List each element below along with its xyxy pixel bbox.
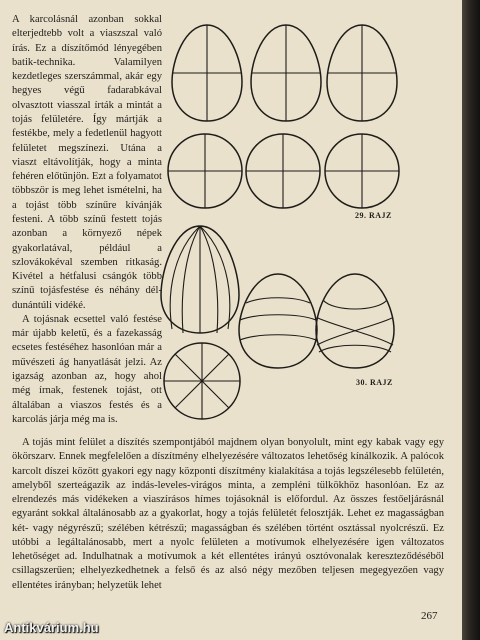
- fig30-crossed-egg: [316, 274, 394, 368]
- fig29-egg-2: [251, 25, 321, 121]
- page-number: 267: [421, 610, 438, 622]
- fig29-circle-3: [325, 134, 399, 208]
- paragraph-egg-surface: A tojás mint felület a díszítés szempontjából majdnem olyan bonyolult, mint egy kabak vagy egy ökörszarv. Ennek megfelelően a díszítmény elhelyezésére változatos lehetőség kínálkozik. A palócok karcolt díszei között gyakori egy nagy központi díszítmény kialakítása a tojás legszélesebb felületén, amelyből szerteágazik az indás-leveles-virágos minta, a zempléni tülkökhöz hasonlóan. Ez az elrendezés más vidékeken a viaszírásos hímes tojásoknál is előfordul. Az összes festőeljárásnál egyaránt sokkal általánosabb az a gyakorlat, hogy a tojás felületét felosztják. Lehet ez magasságban két- vagy négyrészű; szélében kétrészű; magasságban és szélében történt osztással nyolcrészű. Ez utóbbi a legáltalánosabb, mert a nyolc felületen a motívumok elhelyezésére igen változatos lehetőséget ad. Indulhatnak a motívumok a két ellentétes irányú osztóvonalak kereszteződéséből csillagszerűen; elhelyezkedhetnek a felső és az alsó négy mezőben teljesen megegyezően vagy ellentétes irányban; helyzetük lehet: [12, 437, 444, 591]
- fig30-star-circle: [164, 343, 240, 419]
- watermark: Antikvárium.hu: [4, 620, 99, 635]
- book-binding-edge: [462, 0, 480, 640]
- full-width-text: [12, 436, 444, 593]
- fig29-egg-3: [327, 25, 397, 121]
- fig29-egg-1: [172, 25, 242, 121]
- paragraph-wax-writing: A karcolásnál azonban sokkal elterjedtebb volt a viaszszal való írás. Ez a díszítőmód lényegében batik-technika. Valamilyen kezdetleges szerszámmal, akár egy hegyes végű fadarabkával olvasztott viasszal írták a mintát a tojás felületére. Így mártják a festékbe, mely a fedetlenül hagyott felületet megszínezi. Utána a viaszt eltávolítják, hogy a minta fehéren előtűnjön. Ezt a folyamatot többször is meg lehet ismételni, ha a tojást több színűre kívánják festeni. A több színű festett tojás azonban a környező népek gyakorlatával, például a szlovákokéval szemben ritkaság. Kivétel a hétfalusi csángók több színű tojásfestése és néhány dél-dunántúli vidéké.: [12, 14, 162, 311]
- fig30-banded-egg: [239, 274, 317, 368]
- figure-29-caption: 29. RAJZ: [355, 211, 392, 220]
- figure-30-caption: 30. RAJZ: [356, 378, 393, 387]
- fig29-circle-2: [246, 134, 320, 208]
- fig29-circle-1: [168, 134, 242, 208]
- fig30-meridian-egg: [161, 226, 239, 333]
- paragraph-brush-painting: A tojásnak ecsettel való festése már újabb keletű, és a fazekasság ecsetes festéséhez hasonlóan már a művészeti ág hanyatlását jelzi. Az igazság azonban az, hogy ahol még írnak, festenek tojást, ott általában a viaszos festés és a karcolás járja még ma is.: [12, 313, 162, 425]
